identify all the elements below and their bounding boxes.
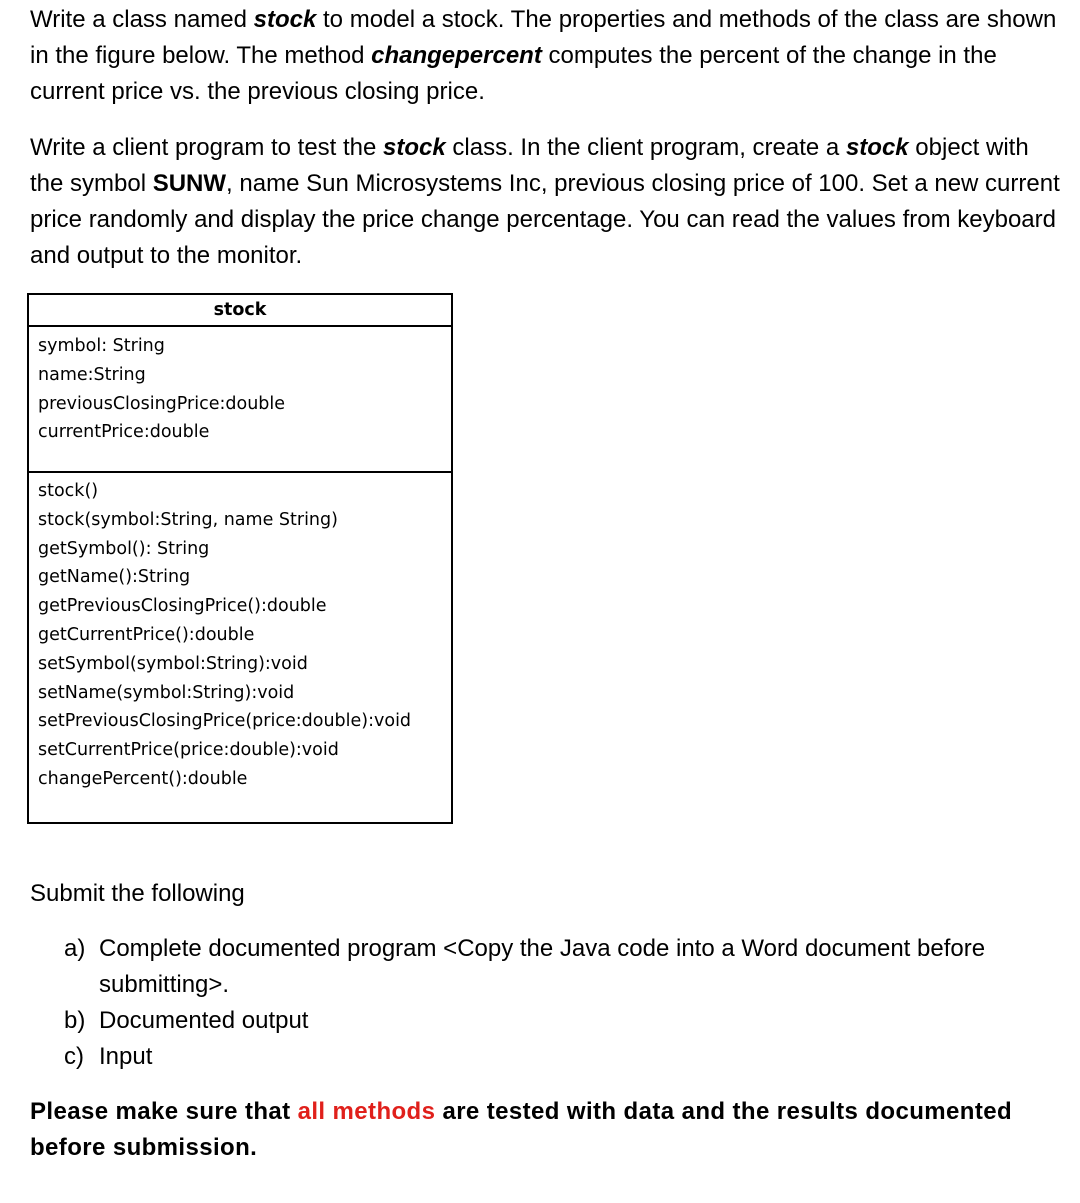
uml-method: setCurrentPrice(price:double):void [38,740,339,761]
list-item [64,1003,1054,1039]
uml-method: stock(symbol:String, name String) [38,509,338,530]
uml-attribute: previousClosingPrice:double [38,393,286,414]
list-marker: b) [64,1007,86,1034]
p2-text-c: object with the symbol [30,134,1029,197]
uml-method: setSymbol(symbol:String):void [38,653,308,674]
submission-list [64,931,1054,1075]
class-name-emphasis-2: stock [383,134,446,161]
uml-method: getSymbol(): String [38,538,210,559]
uml-methods-section [29,473,451,794]
uml-attribute: symbol: String [38,336,165,356]
uml-class-name: stock [29,295,451,327]
class-name-emphasis-3: stock [845,134,909,161]
note-text-after: are tested with data and the results documented before submission. [30,1098,1013,1161]
uml-attributes-section [29,327,451,473]
list-marker: a) [64,935,86,962]
method-name-emphasis: changepercent [371,42,542,69]
uml-method: setPreviousClosingPrice(price:double):void [38,711,412,732]
uml-attribute: name:String [38,364,146,385]
final-note [30,1094,1060,1166]
uml-method: stock() [38,481,99,501]
uml-method: setName(symbol:String):void [38,682,295,703]
uml-method: getPreviousClosingPrice():double [38,596,327,617]
uml-class-diagram [27,293,453,824]
uml-method: getName():String [38,567,191,588]
note-text-before: Please make sure that [30,1098,298,1125]
submit-heading: Submit the following [30,880,245,907]
list-item-text: Complete documented program <Copy the Java code into a Word document before submitting>. [99,935,986,998]
list-marker: c) [64,1043,84,1070]
symbol-emphasis: SUNW [152,170,227,197]
p2-text-d: , name Sun Microsystems Inc, previous closing price of 100. Set a new current price randomly and display the price change percentage. You can read the values from keyboard and output to the monitor. [30,170,1060,269]
list-item [64,931,1054,1003]
uml-method: changePercent():double [38,768,248,789]
uml-attribute: currentPrice:double [38,422,210,443]
uml-method: getCurrentPrice():double [38,624,255,645]
list-item-text: Input [99,1043,153,1070]
p1-text-c: computes the percent of the change in the current price vs. the previous closing price. [30,42,997,105]
p1-text-a: Write a class named [30,6,254,33]
class-name-emphasis: stock [253,6,317,33]
p1-text-b: to model a stock. The properties and methods of the class are shown in the figure below. The method [30,6,1057,69]
list-item-text: Documented output [99,1007,309,1034]
intro-paragraph-1 [30,2,1060,110]
p2-text-b: class. In the client program, create a [445,134,846,161]
list-item [64,1039,1054,1075]
p2-text-a: Write a client program to test the [30,134,384,161]
note-highlight: all methods [297,1098,436,1125]
intro-paragraph-2 [30,130,1060,274]
